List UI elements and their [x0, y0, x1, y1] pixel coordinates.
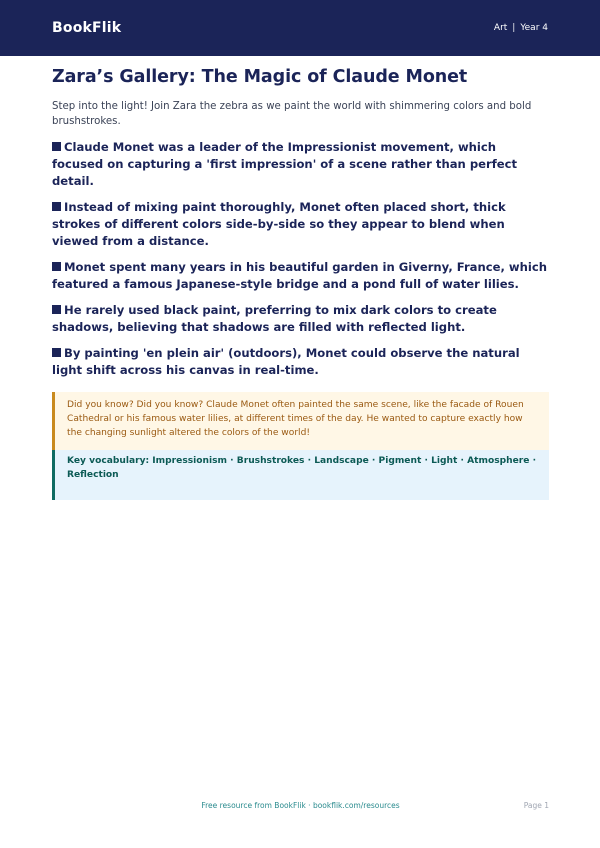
- fact-item: [52, 345, 549, 379]
- page-header: [0, 0, 600, 56]
- square-bullet-icon: [52, 305, 61, 314]
- square-bullet-icon: [52, 142, 61, 151]
- fact-text: Monet spent many years in his beautiful garden in Giverny, France, which featured a famous Japanese-style bridge and a pond full of water lilies.: [52, 260, 547, 291]
- callout-panel: [52, 392, 549, 500]
- facts-list: [52, 139, 549, 379]
- intro-text: Step into the light! Join Zara the zebra as we paint the world with shimmering colors and bold brushstrokes.: [52, 101, 532, 127]
- page-number: Page 1: [523, 801, 549, 810]
- subject-label: Art: [493, 23, 508, 33]
- fact-text: He rarely used black paint, preferring to mix dark colors to create shadows, believing that shadows are filled with reflected light.: [52, 303, 497, 334]
- square-bullet-icon: [52, 348, 61, 357]
- did-you-know-box: Did you know? Did you know? Claude Monet often painted the same scene, like the facade of Rouen Cathedral or his famous water lilies, at different times of the day. He wanted to capture exactly how the changing sunlight altered the colors of the world!: [55, 392, 549, 450]
- square-bullet-icon: [52, 202, 61, 211]
- page-footer: [52, 801, 549, 815]
- brand-logo[interactable]: BookFlik: [52, 20, 122, 36]
- fact-item: [52, 302, 549, 336]
- meta-separator: |: [512, 23, 516, 33]
- fact-text: Instead of mixing paint thoroughly, Monet often placed short, thick strokes of different colors side-by-side so they appear to blend when viewed from a distance.: [52, 200, 506, 248]
- subject-grade: [494, 23, 548, 33]
- page-title: Zara’s Gallery: The Magic of Claude Monet: [52, 67, 468, 87]
- fact-item: [52, 259, 549, 293]
- main-content: [52, 66, 549, 500]
- resource-link[interactable]: Free resource from BookFlik · bookflik.com/resources: [201, 801, 400, 810]
- fact-text: By painting 'en plein air' (outdoors), Monet could observe the natural light shift across his canvas in real-time.: [52, 346, 520, 377]
- vocabulary-box: Key vocabulary: Impressionism · Brushstrokes · Landscape · Pigment · Light · Atmosphere · Reflection: [52, 450, 549, 500]
- fact-item: [52, 139, 549, 190]
- fact-item: [52, 199, 549, 250]
- fact-text: Claude Monet was a leader of the Impressionist movement, which focused on capturing a 'first impression' of a scene rather than perfect detail.: [52, 140, 518, 188]
- square-bullet-icon: [52, 262, 61, 271]
- grade-label: Year 4: [520, 23, 548, 33]
